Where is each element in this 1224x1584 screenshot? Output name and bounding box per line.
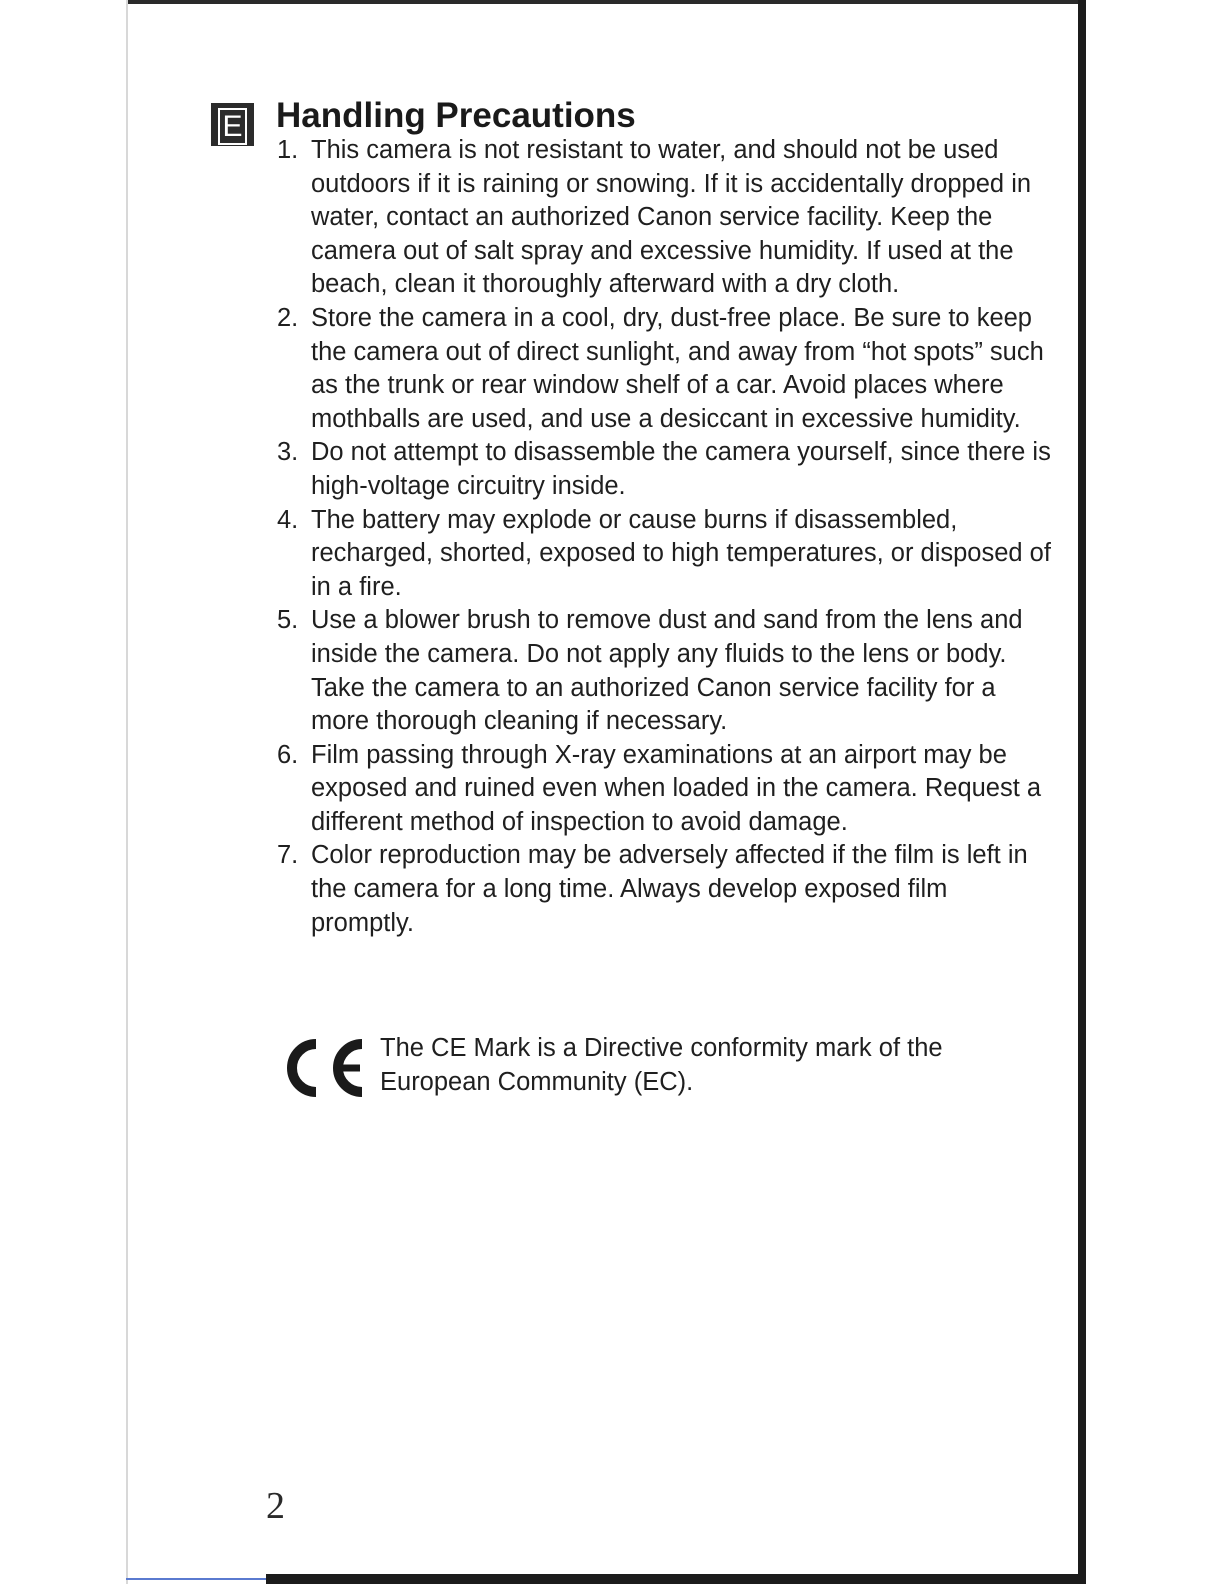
scan-edge-bottom [266, 1574, 1086, 1584]
item-text: The battery may explode or cause burns if disassembled, recharged, shorted, exposed to high temperatures, or disposed of in a fire. [311, 505, 1051, 601]
list-item [277, 436, 1057, 503]
language-tab [211, 103, 254, 146]
list-item [277, 604, 1057, 738]
item-number: 4. [277, 505, 299, 534]
list-item [277, 504, 1057, 605]
page-title: Handling Precautions [276, 96, 636, 135]
language-tab-label: E [218, 108, 247, 145]
item-number: 6. [277, 740, 299, 769]
scan-edge-bottom-accent [126, 1578, 266, 1580]
item-number: 3. [277, 438, 299, 467]
scan-edge-left [126, 0, 128, 1584]
item-text: Use a blower brush to remove dust and sand from the lens and inside the camera. Do not apply any fluids to the lens or body. Take the camera to an authorized Canon service facility for a more thorough cleaning if necessary. [311, 606, 1023, 736]
page-number: 2 [266, 1485, 285, 1527]
list-item [277, 739, 1057, 840]
scan-edge-top [128, 0, 1086, 4]
item-text: Color reproduction may be adversely affected if the film is left in the camera for a long time. Always develop exposed film promptly. [311, 841, 1028, 937]
item-text: Store the camera in a cool, dry, dust-free place. Be sure to keep the camera out of direct sunlight, and away from “hot spots” such as the trunk or rear window shelf of a car. Avoid places where mothballs are used, and use a desiccant in excessive humidity. [311, 303, 1044, 433]
item-number: 1. [277, 136, 299, 164]
item-number: 2. [277, 303, 299, 332]
list-item [277, 134, 1057, 302]
item-text: Film passing through X-ray examinations at an airport may be exposed and ruined even when loaded in the camera. Request a different method of inspection to avoid damage. [311, 740, 1042, 836]
list-item [277, 839, 1057, 940]
item-text: This camera is not resistant to water, and should not be used outdoors if it is raining or snowing. If it is accidentally dropped in water, contact an authorized Canon service facility. Keep the camera out of salt spray and excessive humidity. If used at the beach, clean it thoroughly afterward with a dry cloth. [311, 136, 1032, 299]
item-number: 5. [277, 606, 299, 635]
item-number: 7. [277, 841, 299, 870]
ce-note-text: The CE Mark is a Directive conformity mark of the European Community (EC). [380, 1034, 943, 1096]
scan-edge-right [1078, 0, 1086, 1584]
precautions-list [277, 134, 1057, 940]
ce-mark-icon [282, 1038, 366, 1098]
list-item [277, 302, 1057, 436]
item-text: Do not attempt to disassemble the camera yourself, since there is high-voltage circuitry inside. [311, 438, 1051, 500]
